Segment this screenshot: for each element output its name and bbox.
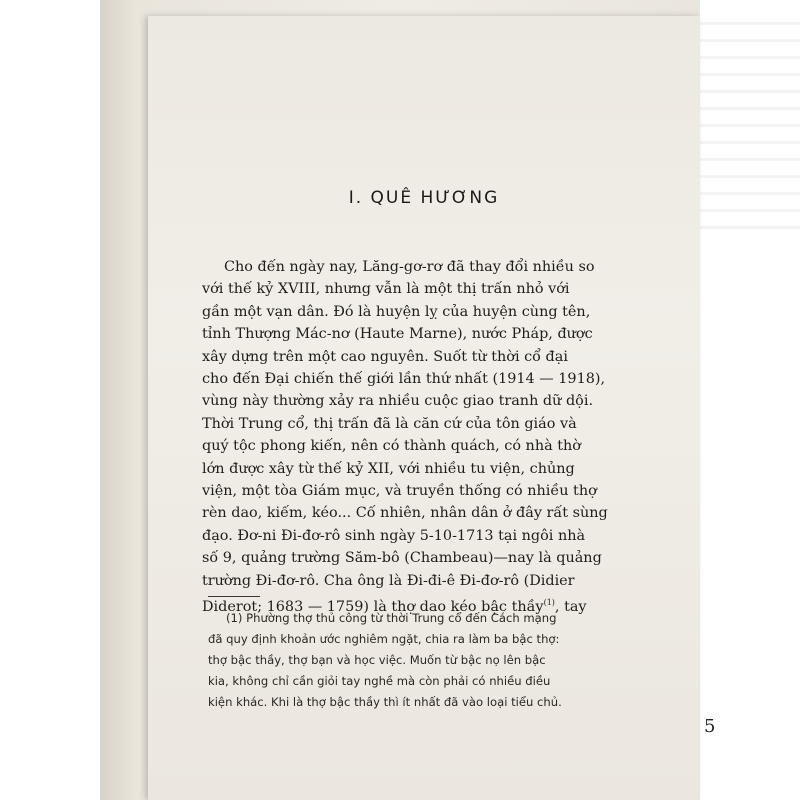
body-line-tail: , tay (554, 598, 587, 615)
body-line: lớn được xây từ thế kỷ XII, với nhiều tu viện, chủng (202, 460, 575, 477)
footnote-line: kia, không chỉ cần giỏi tay nghề mà còn phải có nhiều điều (208, 674, 551, 688)
body-line: quý tộc phong kiến, nên có thành quách, có nhà thờ (202, 438, 581, 455)
body-line: vùng này thường xảy ra nhiều cuộc giao tranh dữ dội. (202, 393, 594, 410)
body-line-text: Diderot; 1683 — 1759) là thợ dao kéo bậc thầy (202, 598, 544, 615)
body-line: tỉnh Thượng Mác-nơ (Haute Marne), nước Pháp, được (202, 326, 593, 343)
footnote-reference: (1) (543, 598, 555, 608)
book-page (148, 16, 716, 800)
body-line: viện, một tòa Giám mục, và truyền thống có nhiều thợ (202, 483, 597, 500)
book (100, 0, 716, 800)
chapter-title: I. QUÊ HƯƠNG (348, 188, 500, 208)
body-line: Cho đến ngày nay, Lăng-gơ-rơ đã thay đổi nhiều so (224, 259, 595, 275)
body-line: trường Đi-đơ-rô. Cha ông là Đi-đi-ê Đi-đơ-rô (Didier (202, 572, 575, 589)
body-line: với thế kỷ XVIII, nhưng vẫn là một thị trấn nhỏ với (202, 281, 570, 298)
body-line: số 9, quảng trường Săm-bô (Chambeau)—nay là quảng (202, 550, 602, 567)
body-line: cho đến Đại chiến thế giới lần thứ nhất (1914 — 1918), (202, 371, 606, 388)
body-line: rèn dao, kiếm, kéo... Cố nhiên, nhân dân ở đây rất sùng (202, 505, 608, 522)
page-number: 5 (704, 716, 716, 737)
body-text (202, 256, 658, 618)
body-line: gần một vạn dân. Đó là huyện lỵ của huyện cùng tên, (202, 303, 591, 320)
body-line: đạo. Đơ-ni Đi-đơ-rô sinh ngày 5-10-1713 tại ngôi nhà (202, 527, 586, 544)
footnote-line: thợ bậc thầy, thợ bạn và học việc. Muốn từ bậc nọ lên bậc (208, 653, 546, 667)
body-line: Thời Trung cổ, thị trấn đã là căn cứ của tôn giáo và (202, 415, 577, 432)
footnote-divider (208, 596, 260, 597)
footnote (208, 608, 658, 713)
footnote-line: (1) Phường thợ thủ công từ thời Trung cổ đến Cách mạng (226, 611, 557, 625)
footnote-line: kiện khác. Khi là thợ bậc thầy thì ít nhất đã vào loại tiểu chủ. (208, 695, 562, 709)
footnote-line: đã quy định khoản ước nghiêm ngặt, chia ra làm ba bậc thợ: (208, 632, 560, 646)
body-line: xây dựng trên một cao nguyên. Suốt từ thời cổ đại (202, 348, 568, 365)
